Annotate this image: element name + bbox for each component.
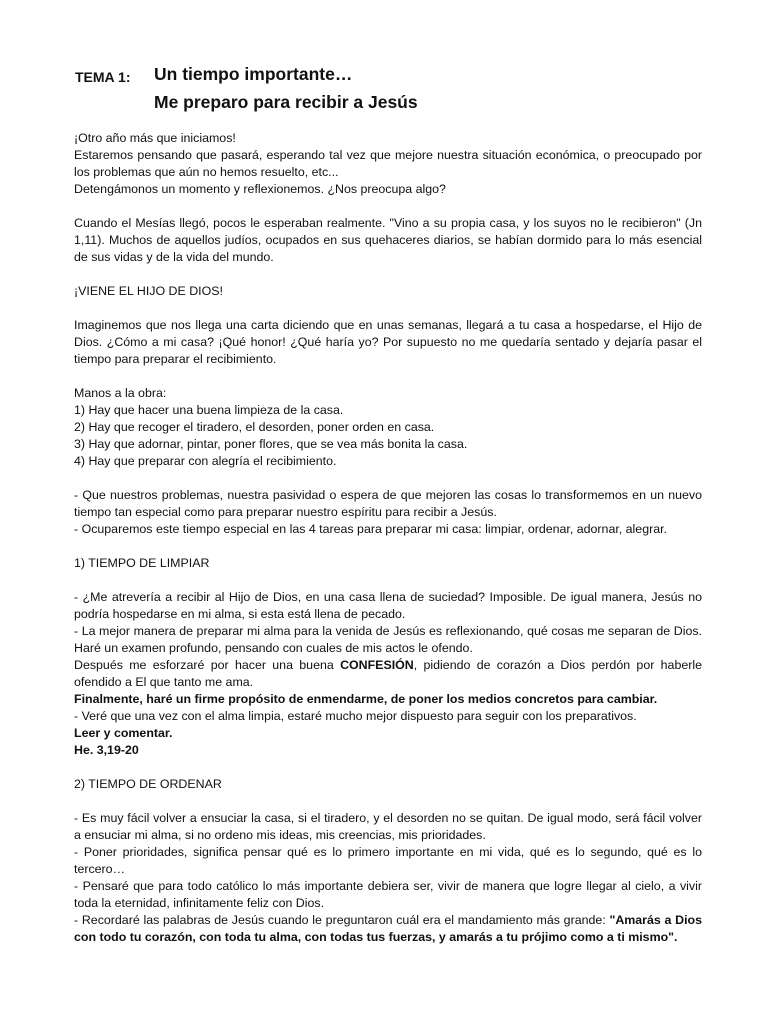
- limpiar-section: [74, 589, 702, 759]
- ordenar-line: - Poner prioridades, significa pensar qué es lo primero importante en mi vida, qué es lo segundo, qué es lo tercero…: [74, 845, 702, 876]
- ordenar-section: [74, 810, 702, 946]
- list-item: 1) Hay que hacer una buena limpieza de la casa.: [74, 403, 344, 417]
- intro-line: Estaremos pensando que pasará, esperando tal vez que mejore nuestra situación económica, o preocupado por los problemas que aún no hemos resuelto, etc...: [74, 148, 702, 179]
- commandment-quote: "Amarás a Dios con todo tu corazón, con toda tu alma, con todas tus fuerzas, y amarás a tu prójimo como a ti mismo": [74, 913, 703, 944]
- intro-line: ¡Otro año más que iniciamos!: [74, 131, 236, 145]
- read-instruction: Leer y comentar.: [74, 726, 173, 740]
- title-line-1: Un tiempo importante…: [154, 64, 353, 84]
- limpiar-heading: 1) TIEMPO DE LIMPIAR: [74, 556, 210, 570]
- intro-line: Detengámonos un momento y reflexionemos. ¿Nos preocupa algo?: [74, 182, 446, 196]
- manos-heading: Manos a la obra:: [74, 386, 167, 400]
- problems-line: - Ocuparemos este tiempo especial en las 4 tareas para preparar mi casa: limpiar, ordenar, adornar, alegrar.: [74, 522, 667, 536]
- ordenar-line: - Es muy fácil volver a ensuciar la casa, si el tiradero, y el desorden no se quitan. De igual modo, será fácil volver a ensuciar mi alma, si no ordeno mis ideas, mis creencias, mis prioridades.: [74, 811, 702, 842]
- bible-reference: He. 3,19-20: [74, 743, 139, 757]
- ordenar-line: - Pensaré que para todo católico lo más importante debiera ser, vivir de manera que logre llegar al cielo, a vivir toda la eternidad, infinitamente feliz con Dios.: [74, 879, 702, 910]
- text-run: Después me esforzaré por hacer una buena: [74, 658, 341, 672]
- list-item: 3) Hay que adornar, pintar, poner flores, que se vea más bonita la casa.: [74, 437, 468, 451]
- title-line-2: Me preparo para recibir a Jesús: [154, 92, 418, 112]
- problems-paragraph: [74, 487, 702, 538]
- list-item: 2) Hay que recoger el tiradero, el desorden, poner orden en casa.: [74, 420, 435, 434]
- limpiar-line: - Veré que una vez con el alma limpia, estaré mucho mejor dispuesto para seguir con los preparativos.: [74, 709, 637, 723]
- text-run: - Recordaré las palabras de Jesús cuando le preguntaron cuál era el mandamiento más grande:: [74, 913, 610, 927]
- viene-heading: ¡VIENE EL HIJO DE DIOS!: [74, 284, 223, 298]
- document-body: [74, 130, 702, 963]
- tema-label: TEMA 1:: [75, 69, 131, 85]
- problems-line: - Que nuestros problemas, nuestra pasividad o espera de que mejoren las cosas lo transformemos en un nuevo tiempo tan especial como para preparar nuestro espíritu para recibir a Jesús.: [74, 488, 702, 519]
- limpiar-confesion-line: [74, 657, 702, 691]
- limpiar-line: - ¿Me atrevería a recibir al Hijo de Dios, en una casa llena de suciedad? Imposible. De igual manera, Jesús no podría hospedarse en mi alma, si esta está llena de pecado.: [74, 590, 702, 621]
- messiah-paragraph: Cuando el Mesías llegó, pocos le esperaban realmente. "Vino a su propia casa, y los suyos no le recibieron" (Jn 1,11). Muchos de aquellos judíos, ocupados en sus quehaceres diarios, se habían dormido para lo más esencial de sus vidas y de la vida del mundo.: [74, 216, 702, 264]
- list-item: 4) Hay que preparar con alegría el recibimiento.: [74, 454, 337, 468]
- limpiar-line: - La mejor manera de preparar mi alma para la venida de Jesús es reflexionando, qué cosas me separan de Dios. Haré un examen profundo, pensando con cuales de mis actos le ofendo.: [74, 624, 702, 655]
- text-run: , pidiendo de corazón a Dios perdón por haberle ofendido a El que tanto me ama.: [74, 658, 703, 689]
- text-run: .: [674, 930, 678, 944]
- ordenar-commandment-line: [74, 912, 702, 946]
- ordenar-heading: 2) TIEMPO DE ORDENAR: [74, 777, 222, 791]
- intro-paragraph: [74, 130, 702, 198]
- text-run: , haré un firme propósito de enmendarme, de poner los medios concretos para cambiar.: [139, 692, 658, 706]
- finalmente-word: Finalmente: [74, 692, 140, 706]
- imagine-paragraph: Imaginemos que nos llega una carta diciendo que en unas semanas, llegará a tu casa a hospedarse, el Hijo de Dios. ¿Cómo a mi casa? ¡Qué honor! ¿Qué haría yo? Por supuesto no me quedaría sentado y dejaría pasar el tiempo para preparar el recibimiento.: [74, 318, 702, 366]
- manos-list: [74, 385, 702, 470]
- confesion-word: CONFESIÓN: [340, 658, 414, 672]
- limpiar-finalmente-line: [74, 691, 702, 708]
